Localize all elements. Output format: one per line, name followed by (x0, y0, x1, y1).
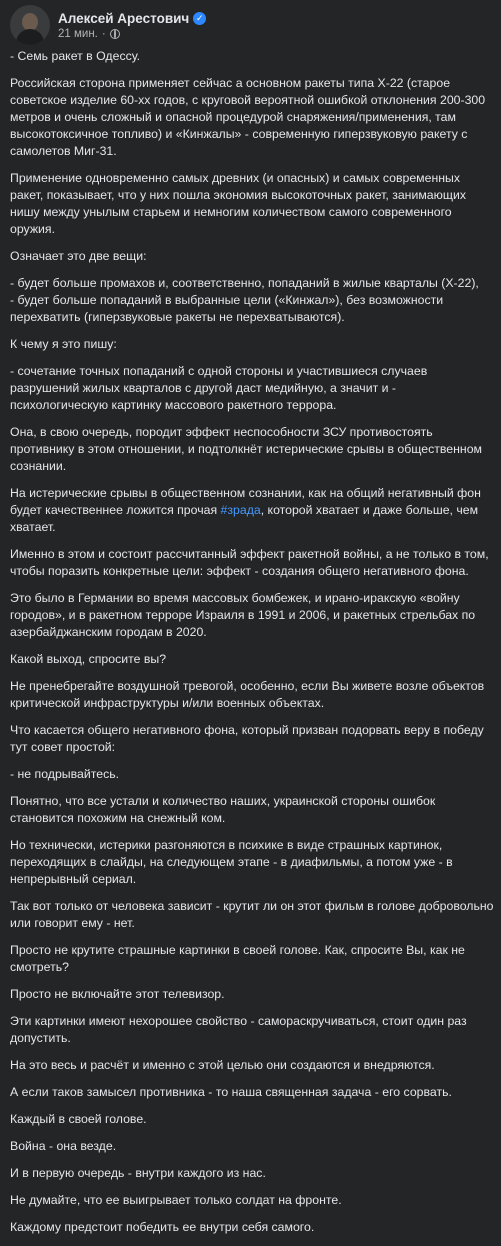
paragraph: Война - она везде. (10, 1139, 117, 1153)
paragraph: Не пренебрегайте воздушной тревогой, особенно, если Вы живете возле объектов критической инфраструктуры и/или военных объектах. (10, 679, 485, 710)
paragraph: Российская сторона применяет сейчас а основном ракеты типа Х-22 (старое советское изделие 60-хх годов, с круговой вероятной ошибкой отклонения 200-300 метров и очень сложный и опасной процедурой снаряжения/применения, там высокотоксичное топливо) и «Кинжалы» - современную гиперзвуковую ракету с самолетов Миг-31. (10, 76, 486, 158)
paragraph: - не подрывайтесь. (10, 767, 120, 781)
paragraph: Какой выход, спросите вы? (10, 652, 167, 666)
hashtag-link[interactable]: #зрада (220, 503, 261, 517)
post-time[interactable]: 21 мин. (58, 27, 98, 40)
name-row (58, 11, 206, 26)
paragraph-text: , которой хватает и даже больше, чем хватает. (10, 503, 479, 534)
post-header (10, 5, 206, 45)
paragraph: Означает это две вещи: (10, 249, 147, 263)
paragraph: Эти картинки имеют нехорошее свойство - самораскручиваться, стоит один раз допустить. (10, 1014, 467, 1045)
paragraph: Понятно, что все устали и количество наших, украинской стороны ошибок становится похожим на снежный ком. (10, 794, 436, 825)
author-name[interactable]: Алексей Арестович (58, 10, 190, 26)
paragraph: На это весь и расчёт и именно с этой целью они создаются и внедряются. (10, 1058, 435, 1072)
avatar-body (16, 29, 44, 45)
paragraph: Не думайте, что ее выигрывает только солдат на фронте. (10, 1193, 342, 1207)
paragraph: Просто не крутите страшные картинки в своей голове. Как, спросите Вы, как не смотреть? (10, 943, 465, 974)
paragraph-with-hashtag (10, 485, 494, 536)
post-body (10, 48, 494, 1246)
separator-dot: · (101, 27, 106, 40)
paragraph: Просто не включайте этот телевизор. (10, 987, 225, 1001)
author-avatar[interactable] (10, 5, 50, 45)
post-subinfo (58, 28, 206, 40)
paragraph: Применение одновременно самых древних (и опасных) и самых современных ракет, показывает, что у них пошла экономия высокоточных ракет, занимающих нишу между унылым старьем и немногим количеством самого современного оружия. (10, 171, 466, 236)
paragraph: - будет больше промахов и, соответственно, попаданий в жилые кварталы (Х-22), (10, 276, 479, 290)
verified-badge-icon: ✓ (193, 12, 206, 25)
globe-icon[interactable] (110, 29, 120, 39)
paragraph-text: На истерические срывы в общественном сознании, как на общий негативный фон будет качественнее ложится прочая (10, 486, 481, 517)
paragraph: Так вот только от человека зависит - крутит ли он этот фильм в голове добровольно или говорит ему - нет. (10, 899, 494, 930)
paragraph: И в первую очередь - внутри каждого из нас. (10, 1166, 266, 1180)
paragraph: А если таков замысел противника - то наша священная задача - его сорвать. (10, 1085, 452, 1099)
paragraph: Она, в свою очередь, породит эффект неспособности ЗСУ противостоять противнику в этом отношении, и подтолкнёт истерические срывы в общественном сознании. (10, 425, 482, 473)
paragraph: - сочетание точных попаданий с одной стороны и участившиеся случаев разрушений жилых кварталов с другой даст медийную, а значит и - психологическую картинку массового ракетного террора. (10, 364, 428, 412)
paragraph: Каждый в своей голове. (10, 1112, 147, 1126)
paragraph: Каждому предстоит победить ее внутри себя самого. (10, 1220, 315, 1234)
paragraph: Что касается общего негативного фона, который призван подорвать веру в победу тут совет простой: (10, 723, 484, 754)
paragraph: - Семь ракет в Одессу. (10, 49, 141, 63)
paragraph: Это было в Германии во время массовых бомбежек, и ирано-иракскую «войну городов», и в ракетном терроре Израиля в 1991 и 2006, и ракетных стрельбах по азербайджанским городам в 2020. (10, 591, 476, 639)
paragraph: Именно в этом и состоит рассчитанный эффект ракетной войны, а не только в том, чтобы поразить конкретные цели: эффект - создания общего негативного фона. (10, 547, 489, 578)
paragraph: К чему я это пишу: (10, 337, 117, 351)
post-meta (58, 11, 206, 40)
paragraph: - будет больше попаданий в выбранные цели («Кинжал»), без возможности перехватить (гиперзвуковые ракеты не перехватываются). (10, 293, 444, 324)
paragraph: Но технически, истерики разгоняются в психике в виде страшных картинок, переходящих в слайды, на следующем этапе - в диафильмы, а потом уже - в непрерывный сериал. (10, 838, 453, 886)
